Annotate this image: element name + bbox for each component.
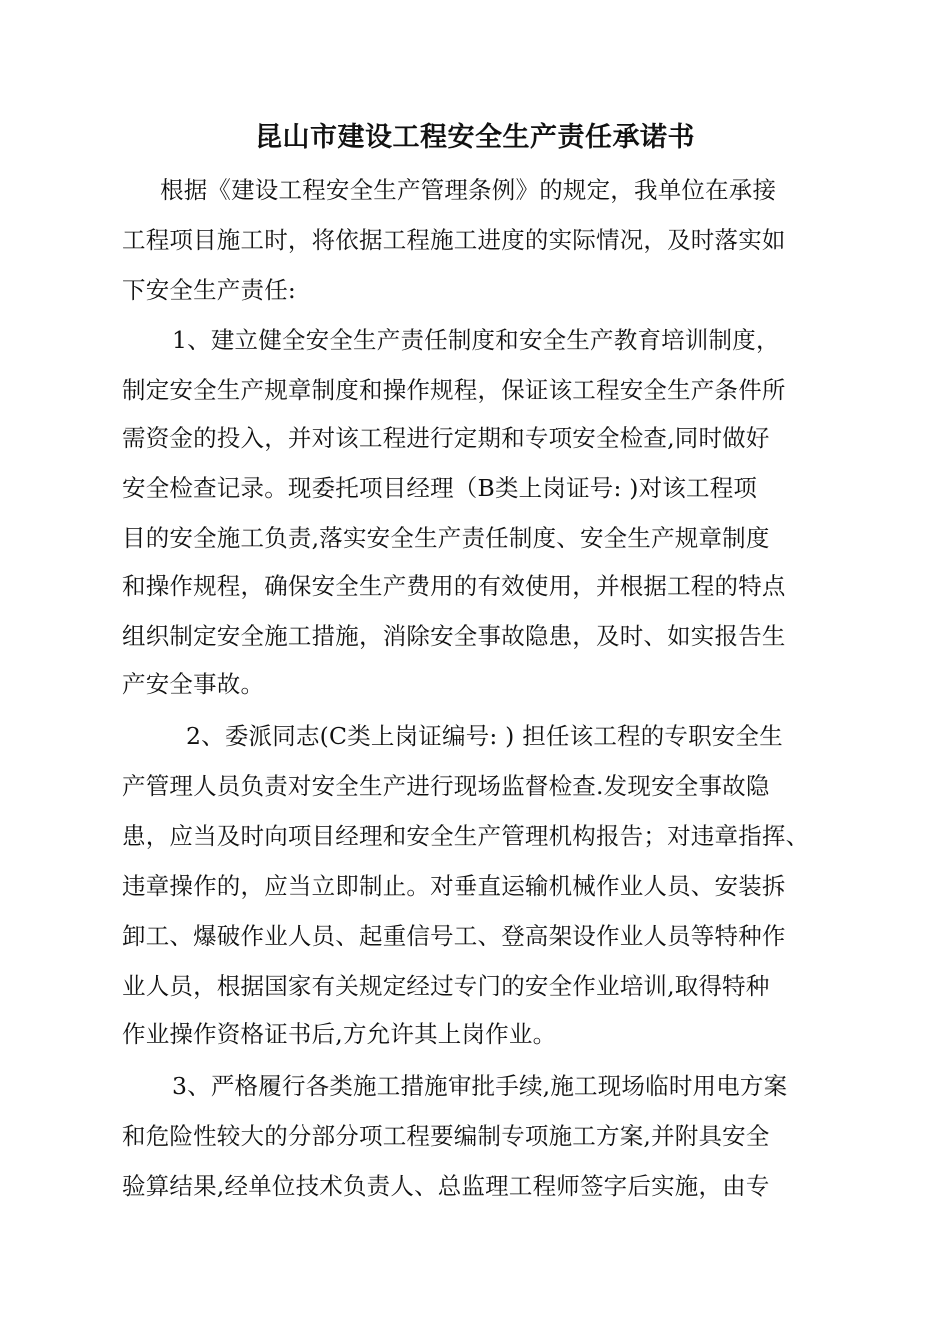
text-line: 组织制定安全施工措施，消除安全事故隐患，及时、如实报告生 [122,622,786,650]
text-line: 和操作规程，确保安全生产费用的有效使用，并根据工程的特点 [122,572,786,600]
text-line: 患，应当及时向项目经理和安全生产管理机构报告；对违章指挥、 [122,822,810,850]
text-line: 需资金的投入，并对该工程进行定期和专项安全检查,同时做好 [122,424,770,452]
document-title: 昆山市建设工程安全生产责任承诺书 [255,122,695,153]
text-line: 1、建立健全安全生产责任制度和安全生产教育培训制度， [172,326,780,354]
text-line: 业人员，根据国家有关规定经过专门的安全作业培训,取得特种 [122,972,770,1000]
text-line: 和危险性较大的分部分项工程要编制专项施工方案,并附具安全 [122,1122,770,1150]
text-line: 工程项目施工时，将依据工程施工进度的实际情况，及时落实如 [122,226,786,254]
text-line: 目的安全施工负责,落实安全生产责任制度、安全生产规章制度 [122,524,770,552]
text-line: 制定安全生产规章制度和操作规程，保证该工程安全生产条件所 [122,376,786,404]
text-line: 产管理人员负责对安全生产进行现场监督检查.发现安全事故隐 [122,772,770,800]
text-line: 安全检查记录。现委托项目经理（B类上岗证号: )对该工程项 [122,474,758,502]
text-line: 2、委派同志(C类上岗证编号: ) 担任该工程的专职安全生 [186,722,783,750]
text-line: 3、严格履行各类施工措施审批手续,施工现场临时用电方案 [172,1072,788,1100]
text-line: 下安全生产责任: [122,276,297,304]
text-line: 验算结果,经单位技术负责人、总监理工程师签字后实施，由专 [122,1172,770,1200]
text-line: 根据《建设工程安全生产管理条例》的规定，我单位在承接 [160,176,777,204]
text-line: 产安全事故。 [122,670,265,698]
text-line: 作业操作资格证书后,方允许其上岗作业。 [122,1020,557,1048]
text-line: 违章操作的，应当立即制止。对垂直运输机械作业人员、安装拆 [122,872,786,900]
text-line: 卸工、爆破作业人员、起重信号工、登高架设作业人员等特种作 [122,922,786,950]
